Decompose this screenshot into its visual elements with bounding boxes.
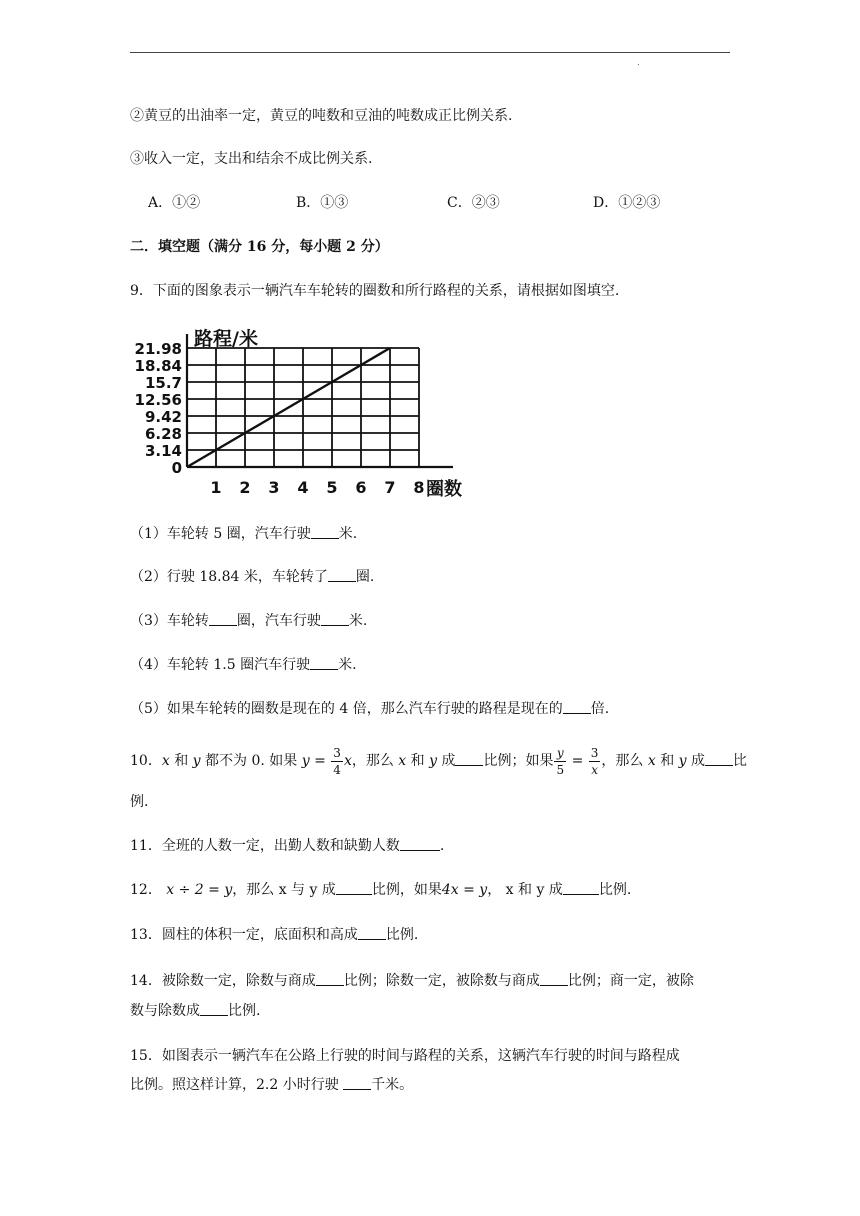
y-tick-label: 15.7 [144, 374, 182, 392]
var-y: y [429, 753, 438, 769]
var-x: x [647, 753, 656, 769]
q14-line-2 [130, 1001, 740, 1021]
q9-sub-3-mid: 圈，汽车行驶 [236, 613, 321, 629]
q8-statement-2: ②黄豆的出油率一定，黄豆的吨数和豆油的吨数成正比例关系. [130, 108, 513, 124]
answer-blank[interactable] [455, 751, 483, 766]
answer-blank[interactable] [311, 524, 339, 539]
answer-blank[interactable] [209, 611, 237, 626]
q11 [130, 836, 740, 856]
equals-sign: = [571, 753, 584, 769]
q14-text: 比例；除数一定，被除数与商成 [343, 973, 540, 989]
q10-text: 和 [660, 753, 675, 769]
var-y: y [301, 753, 310, 769]
fraction-y-5 [554, 747, 566, 776]
y-tick-label: 0 [171, 459, 182, 477]
q9-sub-5-tail: 倍. [590, 701, 610, 717]
answer-blank[interactable] [358, 925, 386, 940]
q9-sub-3-tail: 米. [348, 613, 368, 629]
answer-blank[interactable] [316, 971, 344, 986]
y-tick-label: 18.84 [134, 357, 182, 375]
q12-text: ， x 和 y 成 [487, 882, 563, 898]
answer-blank[interactable] [705, 751, 733, 766]
x-tick-label: 3 [268, 478, 280, 497]
q10-text: 和 [410, 753, 425, 769]
q10-text: 比 [733, 753, 748, 769]
x-tick-label: 2 [239, 478, 251, 497]
q9-sub-1-text: （1）车轮转 5 圈，汽车行驶 [130, 526, 311, 542]
q10-text: ，那么 [601, 753, 644, 769]
frac-denominator: 4 [333, 762, 341, 777]
frac-denominator: x [591, 762, 598, 777]
answer-blank[interactable] [400, 836, 440, 851]
var-x: x [343, 753, 352, 769]
x-tick-label: 5 [326, 478, 338, 497]
x-tick-label: 7 [384, 478, 396, 497]
chart-y-label: 路程/米 [194, 328, 258, 350]
q12-expr-1: x ÷ 2 = y [166, 882, 233, 898]
q9-stem: 9．下面的图象表示一辆汽车车轮转的圈数和所行路程的关系，请根据如图填空. [130, 283, 620, 299]
q9-sub-2-tail: 圈. [355, 569, 375, 585]
q15-line-2 [130, 1075, 740, 1095]
x-tick-label: 4 [297, 478, 309, 497]
q9-sub-4-tail: 米. [338, 657, 357, 673]
answer-blank[interactable] [200, 1001, 228, 1016]
q13-text: 13．圆柱的体积一定，底面积和高成 [130, 927, 358, 943]
header-rule [130, 52, 730, 53]
q14-text: 14．被除数一定，除数与商成 [130, 973, 316, 989]
q10-line-2: 例. [130, 794, 149, 810]
q8-option-b[interactable]: B．①③ [296, 195, 349, 211]
answer-blank[interactable] [343, 1075, 371, 1090]
answer-blank[interactable] [563, 699, 591, 714]
q13-tail: 比例. [385, 927, 419, 943]
q14-tail: 比例. [228, 1003, 261, 1019]
q13 [130, 925, 740, 945]
chart-grid [187, 334, 453, 467]
frac-numerator: 3 [333, 745, 341, 760]
q12-expr-2: 4x = y [441, 882, 488, 898]
q10-text: 和 [174, 753, 189, 769]
q9-sub-3-text: （3）车轮转 [130, 613, 209, 629]
y-tick-label: 21.98 [134, 340, 182, 358]
q9-chart [125, 323, 475, 498]
answer-blank[interactable] [336, 880, 372, 895]
q14-line-1 [130, 971, 740, 991]
x-tick-label: 1 [210, 478, 222, 497]
equals-sign: = [314, 753, 326, 769]
var-y: y [678, 753, 687, 769]
x-tick-label: 6 [355, 478, 367, 497]
q8-option-a[interactable]: A．①② [148, 195, 201, 211]
q9-sub-1 [130, 524, 740, 544]
q15-text: 比例。照这样计算，2.2 小时行驶 [130, 1077, 344, 1093]
y-tick-label: 12.56 [134, 391, 182, 409]
q8-option-c[interactable]: C．②③ [447, 195, 500, 211]
q10-text: 成 [441, 753, 456, 769]
answer-blank[interactable] [563, 880, 599, 895]
frac-numerator: 3 [590, 745, 599, 760]
q14-text: 比例；商一定，被除 [567, 973, 694, 989]
q10-line-1 [130, 744, 748, 778]
chart-ticks [135, 340, 425, 497]
q15-tail: 千米。 [371, 1077, 414, 1093]
q9-sub-5 [130, 699, 740, 719]
var-x: x [398, 753, 407, 769]
frac-numerator: y [554, 747, 566, 762]
fraction-3-4 [331, 747, 343, 776]
q8-statement-3: ③收入一定，支出和结余不成比例关系. [130, 151, 373, 167]
fraction-3-x [589, 747, 601, 776]
header-dot: . [637, 58, 640, 68]
var-x: x [161, 753, 170, 769]
q9-sub-2-text: （2）行驶 18.84 米，车轮转了 [130, 569, 328, 585]
answer-blank[interactable] [540, 971, 568, 986]
y-tick-label: 9.42 [144, 408, 182, 426]
q9-sub-4 [130, 655, 740, 675]
q10-text: 成 [691, 753, 706, 769]
q14-text: 数与除数成 [130, 1003, 200, 1019]
y-tick-label: 6.28 [144, 425, 182, 443]
q12-text: ，那么 x 与 y 成 [232, 882, 336, 898]
x-tick-label: 8 [413, 478, 425, 497]
q8-option-d[interactable]: D．①②③ [593, 195, 661, 211]
q9-sub-5-text: （5）如果车轮转的圈数是现在的 4 倍，那么汽车行驶的路程是现在的 [130, 701, 563, 717]
q9-sub-4-text: （4）车轮转 1.5 圈汽车行驶 [130, 657, 311, 673]
q12-number: 12． [130, 882, 162, 898]
y-tick-label: 3.14 [144, 442, 182, 460]
q12-tail: 比例. [598, 882, 632, 898]
q12 [130, 880, 740, 900]
q10-text: 比例；如果 [483, 753, 554, 769]
q15-line-1: 15．如图表示一辆汽车在公路上行驶的时间与路程的关系，这辆汽车行驶的时间与路程成 [130, 1048, 680, 1064]
q9-sub-2 [130, 567, 740, 587]
answer-blank[interactable] [328, 567, 356, 582]
q9-sub-1-tail: 米. [338, 526, 358, 542]
q10-text: 都不为 0. 如果 [205, 753, 298, 769]
q9-sub-3 [130, 611, 740, 631]
q11-text: 11．全班的人数一定，出勤人数和缺勤人数 [130, 838, 400, 854]
q11-tail: . [439, 838, 445, 854]
frac-denominator: 5 [556, 762, 565, 777]
q10-text: ，那么 [351, 753, 394, 769]
section-2-title: 二．填空题（满分 16 分，每小题 2 分） [130, 239, 389, 255]
chart-x-label: 圈数 [426, 479, 462, 498]
answer-blank[interactable] [310, 655, 338, 670]
q10-number: 10． [130, 753, 162, 769]
q12-text: 比例，如果 [371, 882, 442, 898]
var-y: y [192, 753, 201, 769]
answer-blank[interactable] [321, 611, 349, 626]
